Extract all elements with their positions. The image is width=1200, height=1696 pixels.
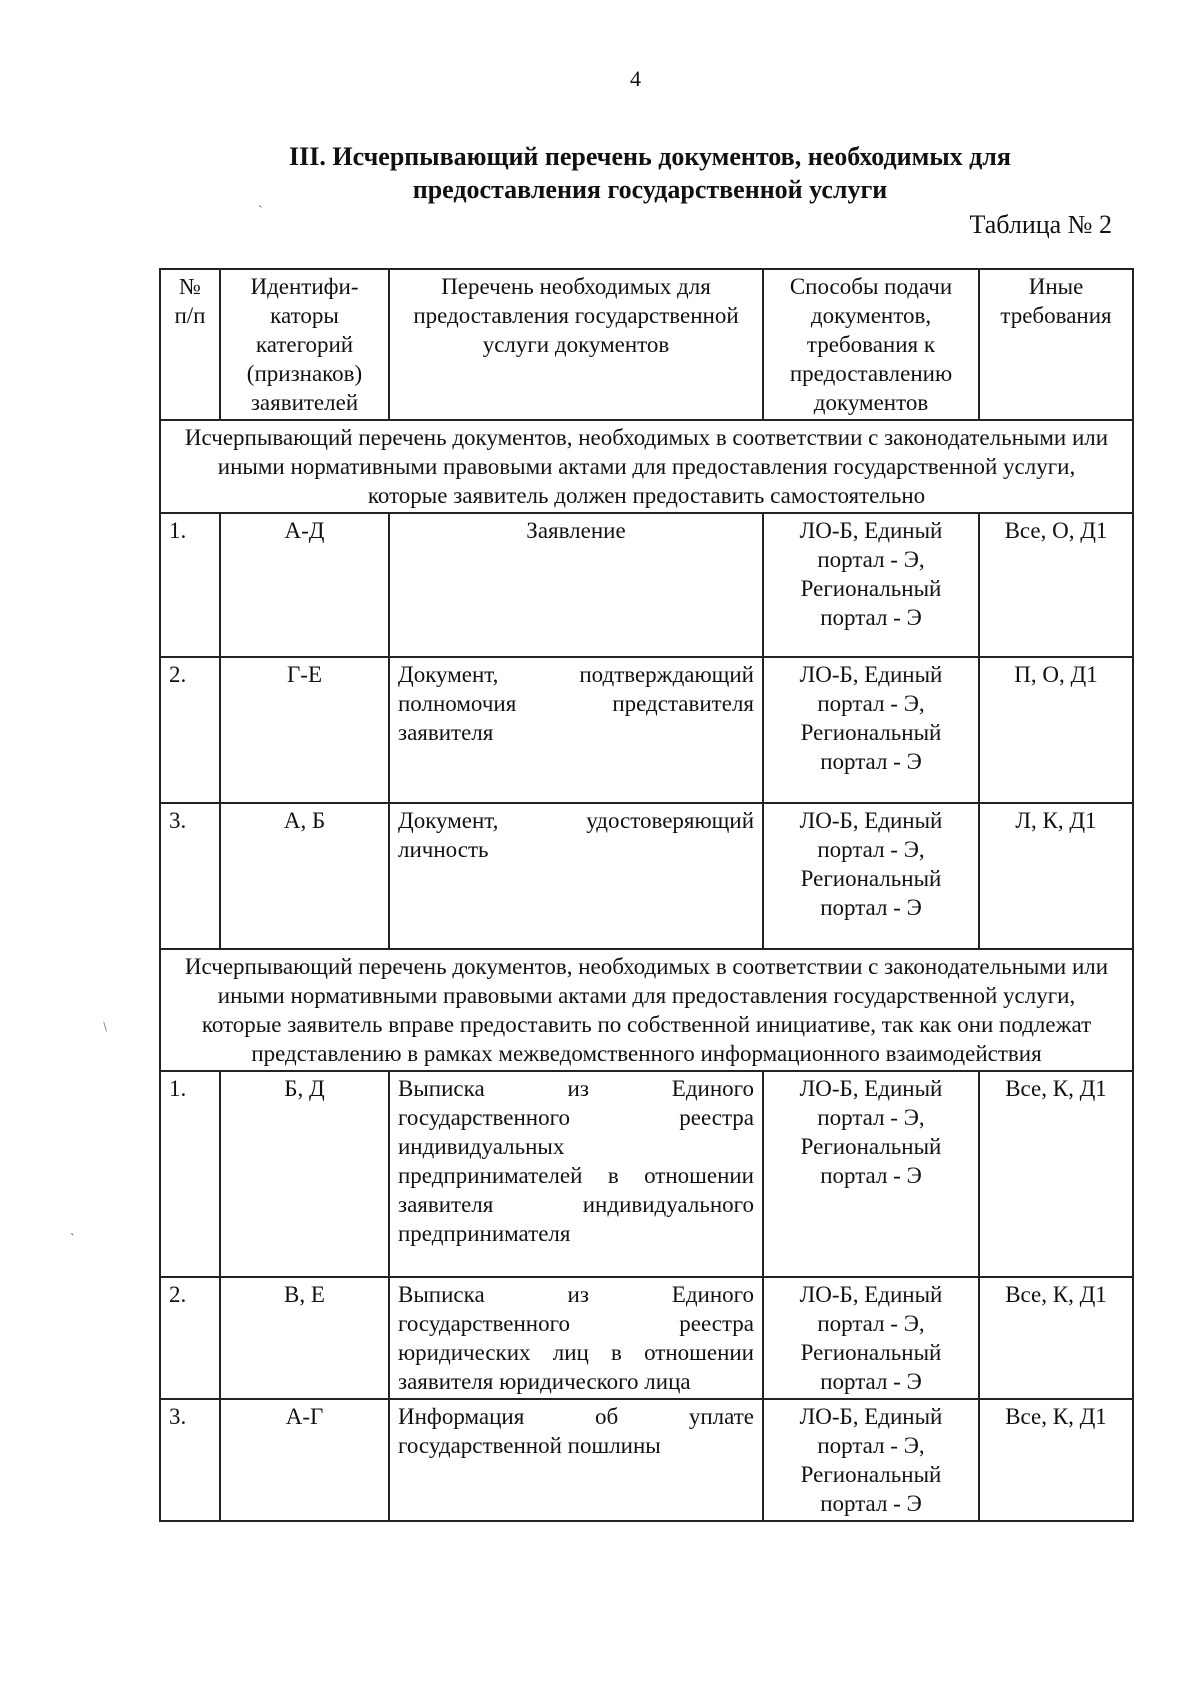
row-number: 1.	[160, 1071, 220, 1277]
row-number: 3.	[160, 1399, 220, 1521]
row-number: 3.	[160, 803, 220, 949]
scan-mark: `	[70, 1232, 75, 1247]
section-heading-line-1: III. Исчерпывающий перечень документов, необходимых для	[289, 142, 1011, 171]
documents-table	[159, 268, 1134, 1522]
row-applicant-ids: А-Г	[220, 1399, 389, 1521]
row-submission-methods: ЛО-Б, Единый портал - Э, Региональный портал - Э	[763, 1071, 979, 1277]
row-applicant-ids: А-Д	[220, 513, 389, 657]
section-row	[160, 420, 1133, 513]
row-number: 1.	[160, 513, 220, 657]
row-submission-methods: ЛО-Б, Единый портал - Э, Региональный портал - Э	[763, 513, 979, 657]
row-document: Информация об уплате государственной пошлины	[389, 1399, 763, 1521]
row-other-requirements: Все, К, Д1	[979, 1277, 1133, 1399]
header-document-list: Перечень необходимых для предоставления государственной услуги документов	[389, 269, 763, 420]
table-row	[160, 803, 1133, 949]
row-other-requirements: Все, О, Д1	[979, 513, 1133, 657]
table-caption: Таблица № 2	[969, 210, 1112, 239]
section-heading	[150, 140, 1150, 206]
row-document: Выписка из Единого государственного реестра юридических лиц в отношении заявителя юридического лица	[389, 1277, 763, 1399]
table-header-row	[160, 269, 1133, 420]
table-row	[160, 657, 1133, 803]
row-submission-methods: ЛО-Б, Единый портал - Э, Региональный портал - Э	[763, 803, 979, 949]
row-number: 2.	[160, 657, 220, 803]
row-number: 2.	[160, 1277, 220, 1399]
row-document: Заявление	[389, 513, 763, 657]
table-row	[160, 513, 1133, 657]
row-document: Документ, подтверждающий полномочия представителя заявителя	[389, 657, 763, 803]
row-applicant-ids: Г-Е	[220, 657, 389, 803]
row-applicant-ids: А, Б	[220, 803, 389, 949]
header-applicant-ids: Идентифи-каторы категорий (признаков) заявителей	[220, 269, 389, 420]
row-document: Документ, удостоверяющий личность	[389, 803, 763, 949]
row-applicant-ids: Б, Д	[220, 1071, 389, 1277]
section-heading-line-2: предоставления государственной услуги	[412, 175, 888, 204]
section-row	[160, 949, 1133, 1071]
table-row	[160, 1399, 1133, 1521]
table-row	[160, 1071, 1133, 1277]
scan-mark: /	[99, 1020, 112, 1035]
row-other-requirements: П, О, Д1	[979, 657, 1133, 803]
table-row	[160, 1277, 1133, 1399]
row-submission-methods: ЛО-Б, Единый портал - Э, Региональный портал - Э	[763, 1277, 979, 1399]
row-document: Выписка из Единого государственного реестра индивидуальных предпринимателей в отношении заявителя индивидуального предпринимателя	[389, 1071, 763, 1277]
header-number: № п/п	[160, 269, 220, 420]
row-other-requirements: Все, К, Д1	[979, 1399, 1133, 1521]
row-submission-methods: ЛО-Б, Единый портал - Э, Региональный портал - Э	[763, 1399, 979, 1521]
section-title: Исчерпывающий перечень документов, необходимых в соответствии с законодательными или иными нормативными правовыми актами для предоставления государственной услуги, которые заявитель должен предоставить самостоятельно	[160, 420, 1133, 513]
row-other-requirements: Л, К, Д1	[979, 803, 1133, 949]
header-submission-methods: Способы подачи документов, требования к предоставлению документов	[763, 269, 979, 420]
header-other-requirements: Иные требования	[979, 269, 1133, 420]
row-submission-methods: ЛО-Б, Единый портал - Э, Региональный портал - Э	[763, 657, 979, 803]
page-number: 4	[630, 66, 641, 91]
row-applicant-ids: В, Е	[220, 1277, 389, 1399]
section-title: Исчерпывающий перечень документов, необходимых в соответствии с законодательными или иными нормативными правовыми актами для предоставления государственной услуги, которые заявитель вправе предоставить по собственной инициативе, так как они подлежат представлению в рамках межведомственного информационного взаимодействия	[160, 949, 1133, 1071]
scan-mark: `	[258, 204, 263, 219]
row-other-requirements: Все, К, Д1	[979, 1071, 1133, 1277]
